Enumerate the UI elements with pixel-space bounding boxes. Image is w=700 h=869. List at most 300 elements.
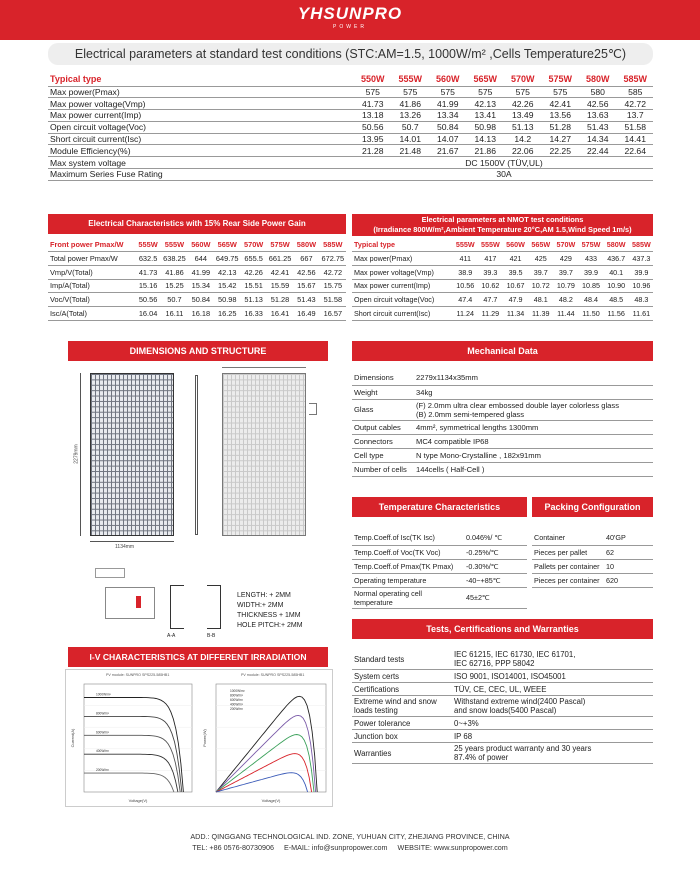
- certs-label: Warranties: [352, 743, 452, 764]
- x-axis-label: Voltage(V): [261, 798, 281, 803]
- series-label: 200W/m²: [230, 707, 243, 711]
- temperature-value-line: -0.30%/℃: [466, 561, 499, 571]
- temperature-label: Normal operating cell temperature: [352, 587, 464, 608]
- temperature-row: [352, 573, 527, 587]
- rear-cell: 655.5: [240, 252, 265, 266]
- section-label-b: B-B: [207, 633, 216, 639]
- nmot-cell: 48.4: [577, 293, 602, 307]
- stc-cell: 14.2: [503, 133, 541, 145]
- dimensions-drawing: [65, 363, 333, 648]
- footer-tel: TEL: +86 0576-80730906: [192, 843, 274, 852]
- rear-row: [48, 279, 346, 293]
- length-dim-label: 2279mm: [73, 444, 80, 464]
- rear-cell: 15.51: [240, 279, 265, 293]
- stc-cell: 585: [616, 86, 654, 98]
- nmot-row: [352, 293, 653, 307]
- nmot-cell: 48.2: [552, 293, 577, 307]
- nmot-cell: 10.72: [527, 279, 552, 293]
- nmot-row-label: Short circuit current(Isc): [352, 306, 452, 320]
- stc-cell: 13.7: [616, 110, 654, 122]
- temperature-table: [352, 531, 527, 609]
- nmot-header-cell: 555W: [452, 238, 477, 252]
- certs-value-line: TÜV, CE, CEC, UL, WEEE: [454, 684, 547, 694]
- stc-cell: 575: [428, 86, 466, 98]
- series-label: 800W/m²: [96, 711, 109, 716]
- rear-cell: 51.58: [318, 293, 346, 307]
- stc-cell: 50.98: [466, 121, 504, 133]
- nmot-row: [352, 279, 653, 293]
- series-label: 600W/m²: [96, 730, 109, 735]
- packing-value-line: 62: [606, 547, 614, 557]
- rear-cell: 16.11: [159, 306, 187, 320]
- rear-cell: 649.75: [212, 252, 240, 266]
- nmot-cell: 47.7: [477, 293, 502, 307]
- temperature-value: [464, 531, 527, 545]
- stc-header-cell: 570W: [503, 72, 541, 86]
- iv-title: I-V CHARACTERISTICS AT DIFFERENT IRRADIATION: [68, 647, 328, 667]
- certs-row: [352, 696, 653, 717]
- nmot-header-cell: 555W: [477, 238, 502, 252]
- mechanical-row: [352, 371, 653, 385]
- y-axis-label: Current(A): [70, 728, 75, 748]
- rear-cell: 42.56: [293, 265, 318, 279]
- nmot-row: [352, 265, 653, 279]
- certs-label: Power tolerance: [352, 717, 452, 730]
- stc-row: [48, 110, 653, 122]
- certs-value-line2: IEC 62716, PPP 58042: [454, 659, 535, 668]
- stc-row-label: Max power(Pmax): [48, 86, 353, 98]
- nmot-cell: 436.7: [603, 252, 628, 266]
- packing-row: [532, 531, 653, 545]
- packing-value: [604, 573, 653, 587]
- certs-row: [352, 743, 653, 764]
- mechanical-value-line: N type Mono-Crystalline , 182x91mm: [416, 450, 541, 460]
- rear-cell: 661.25: [265, 252, 293, 266]
- stc-cell: 13.26: [391, 110, 429, 122]
- packing-label: Container: [532, 531, 604, 545]
- rear-cell: 42.41: [265, 265, 293, 279]
- rear-row-label: Voc/V(Total): [48, 293, 135, 307]
- packing-row: [532, 545, 653, 559]
- certs-row: [352, 649, 653, 670]
- temperature-title: Temperature Characteristics: [352, 497, 527, 517]
- mechanical-value: [414, 448, 653, 462]
- dimensions-title: DIMENSIONS AND STRUCTURE: [68, 341, 328, 361]
- footer-contact: [0, 843, 700, 852]
- page-title: Electrical parameters at standard test conditions (STC:AM=1.5, 1000W/m² ,Cells Temperature25℃): [48, 43, 653, 65]
- nmot-cell: 10.56: [452, 279, 477, 293]
- rear-header-cell: Front power Pmax/W: [48, 238, 135, 252]
- stc-cell: 14.34: [578, 133, 616, 145]
- nmot-cell: 39.7: [552, 265, 577, 279]
- stc-cell: 13.49: [503, 110, 541, 122]
- certs-value-line: ISO 9001, ISO14001, ISO45001: [454, 671, 566, 681]
- temperature-label: Temp.Coeff.of Voc(TK Voc): [352, 545, 464, 559]
- mechanical-row: [352, 434, 653, 448]
- length-dim-line: [80, 373, 81, 536]
- nmot-cell: 11.56: [603, 306, 628, 320]
- stc-cell: 580: [578, 86, 616, 98]
- mechanical-label: Connectors: [352, 434, 414, 448]
- mechanical-value-line: 4mm², symmetrical lengths 1300mm: [416, 422, 539, 432]
- stc-cell: 14.27: [541, 133, 579, 145]
- mechanical-label: Dimensions: [352, 371, 414, 385]
- temperature-value-line: 45±2℃: [466, 593, 491, 602]
- rear-header-cell: 555W: [159, 238, 187, 252]
- stc-cell: 575: [466, 86, 504, 98]
- stc-cell: 41.86: [391, 98, 429, 110]
- stc-cell: 51.58: [616, 121, 654, 133]
- rear-cell: 41.86: [159, 265, 187, 279]
- nmot-header-cell: Typical type: [352, 238, 452, 252]
- rear-cell: 15.75: [318, 279, 346, 293]
- temperature-row: [352, 559, 527, 573]
- nmot-cell: 425: [527, 252, 552, 266]
- stc-table: [48, 72, 653, 181]
- nmot-cell: 11.34: [502, 306, 527, 320]
- rear-cell: 667: [293, 252, 318, 266]
- temperature-value: [464, 545, 527, 559]
- mechanical-row: [352, 420, 653, 434]
- packing-label: Pieces per container: [532, 573, 604, 587]
- brand-sub: POWER: [333, 24, 367, 30]
- series-label: 1000W/m²: [230, 689, 245, 693]
- mechanical-value: [414, 420, 653, 434]
- series-label: 400W/m²: [96, 749, 109, 754]
- mechanical-value-line: 2279x1134x35mm: [416, 373, 478, 383]
- mechanical-label: Weight: [352, 385, 414, 399]
- nmot-cell: 39.9: [577, 265, 602, 279]
- rear-row-label: Isc/A(Total): [48, 306, 135, 320]
- temperature-row: [352, 587, 527, 608]
- certs-value-line: IP 68: [454, 731, 473, 741]
- rear-header-cell: 585W: [318, 238, 346, 252]
- rear-cell: 16.04: [135, 306, 160, 320]
- rear-header-cell: 560W: [188, 238, 213, 252]
- nmot-cell: 48.1: [527, 293, 552, 307]
- packing-value-line: 10: [606, 561, 614, 571]
- nmot-cell: 10.90: [603, 279, 628, 293]
- profile-a-shape: [170, 585, 184, 629]
- rear-cell: 638.25: [159, 252, 187, 266]
- stc-row-label: Open circuit voltage(Voc): [48, 121, 353, 133]
- stc-cell: 21.48: [391, 145, 429, 157]
- nmot-cell: 433: [577, 252, 602, 266]
- certs-value: [452, 743, 653, 764]
- rear-row: [48, 265, 346, 279]
- nmot-cell: 47.4: [452, 293, 477, 307]
- mechanical-value: [414, 385, 653, 399]
- stc-cell: 21.28: [353, 145, 391, 157]
- nmot-cell: 11.24: [452, 306, 477, 320]
- mechanical-value-line: MC4 compatible IP68: [416, 436, 489, 446]
- stc-cell: 42.72: [616, 98, 654, 110]
- packing-label: Pieces per pallet: [532, 545, 604, 559]
- rear-cell: 51.43: [293, 293, 318, 307]
- nmot-header-cell: 585W: [628, 238, 653, 252]
- x-axis-label: Voltage(V): [128, 798, 148, 803]
- stc-row: [48, 98, 653, 110]
- rear-cell: 50.7: [159, 293, 187, 307]
- stc-header-row: [48, 72, 653, 86]
- rear-cell: 632.5: [135, 252, 160, 266]
- nmot-row-label: Max power current(Imp): [352, 279, 452, 293]
- rear-cell: 41.99: [188, 265, 213, 279]
- rear-cell: 16.18: [188, 306, 213, 320]
- series-label: 200W/m²: [96, 768, 109, 773]
- nmot-header-cell: 575W: [577, 238, 602, 252]
- panel-back-view: [222, 373, 306, 536]
- mechanical-row: [352, 399, 653, 420]
- rear-cell: 16.25: [212, 306, 240, 320]
- stc-cell: 14.07: [428, 133, 466, 145]
- rear-gain-title: Electrical Characteristics with 15% Rear Side Power Gain: [48, 214, 346, 234]
- certs-title: Tests, Certifications and Warranties: [352, 619, 653, 639]
- packing-table: [532, 531, 653, 588]
- stc-cell: 13.95: [353, 133, 391, 145]
- temperature-row: [352, 545, 527, 559]
- mechanical-label: Cell type: [352, 448, 414, 462]
- certs-value-line2: and snow loads(5400 Pascal): [454, 706, 557, 715]
- nmot-cell: 39.9: [628, 265, 653, 279]
- nmot-cell: 11.29: [477, 306, 502, 320]
- rear-header-cell: 555W: [135, 238, 160, 252]
- stc-row-label: Module Efficiency(%): [48, 145, 353, 157]
- rear-gain-table: [48, 238, 346, 321]
- rear-row: [48, 252, 346, 266]
- stc-row-label: Max power current(Imp): [48, 110, 353, 122]
- stc-row: [48, 133, 653, 145]
- certs-table: [352, 649, 653, 764]
- nmot-row: [352, 306, 653, 320]
- nmot-cell: 11.44: [552, 306, 577, 320]
- packing-value: [604, 531, 653, 545]
- label-plate: [95, 568, 125, 578]
- nmot-cell: 38.9: [452, 265, 477, 279]
- nmot-cell: 10.85: [577, 279, 602, 293]
- rear-cell: 42.72: [318, 265, 346, 279]
- certs-row: [352, 730, 653, 743]
- packing-value: [604, 545, 653, 559]
- rear-cell: 50.98: [212, 293, 240, 307]
- stc-header-cell: 555W: [391, 72, 429, 86]
- stc-header-cell: 565W: [466, 72, 504, 86]
- iv-chart2-title: PV module: SUNPRO SPS225-585HB1: [241, 673, 305, 677]
- stc-cell: 21.67: [428, 145, 466, 157]
- series-label: 400W/m²: [230, 702, 243, 707]
- certs-row: [352, 670, 653, 683]
- packing-value: [604, 559, 653, 573]
- stc-span-label: Max system voltage: [48, 157, 353, 169]
- certs-label: Junction box: [352, 730, 452, 743]
- temperature-value-line: 0.046%/ ℃: [466, 533, 503, 543]
- packing-row: [532, 559, 653, 573]
- note-thickness: THICKNESS + 1MM: [237, 612, 301, 619]
- stc-cell: 13.41: [466, 110, 504, 122]
- nmot-cell: 10.96: [628, 279, 653, 293]
- rear-cell: 42.26: [240, 265, 265, 279]
- nmot-title-line2: (Irradiance 800W/m²,Ambient Temperature 20°C,AM 1.5,Wind Speed 1m/s): [373, 225, 632, 234]
- stc-header-cell: 585W: [616, 72, 654, 86]
- rear-header-cell: 580W: [293, 238, 318, 252]
- nmot-header-cell: 565W: [527, 238, 552, 252]
- nmot-cell: 421: [502, 252, 527, 266]
- nmot-cell: 10.79: [552, 279, 577, 293]
- rear-cell: 50.56: [135, 293, 160, 307]
- series-label: 1000W/m²: [96, 692, 111, 697]
- footer-address: ADD.: QINGGANG TECHNOLOGICAL IND. ZONE, YUHUAN CITY, ZHEJIANG PROVINCE, CHINA: [190, 832, 510, 841]
- temperature-value: [464, 573, 527, 587]
- footer-email: E-MAIL: info@sunpropower.com: [283, 843, 388, 852]
- mechanical-value-line: (F) 2.0mm ultra clear embossed double layer colorless glass: [416, 400, 620, 410]
- temperature-row: [352, 531, 527, 545]
- rear-header-cell: 565W: [212, 238, 240, 252]
- nmot-header-cell: 560W: [502, 238, 527, 252]
- mechanical-value: [414, 371, 653, 385]
- certs-row: [352, 717, 653, 730]
- mechanical-label: Output cables: [352, 420, 414, 434]
- rear-cell: 16.41: [265, 306, 293, 320]
- nmot-cell: 417: [477, 252, 502, 266]
- nmot-cell: 429: [552, 252, 577, 266]
- mechanical-value: [414, 434, 653, 448]
- nmot-cell: 10.62: [477, 279, 502, 293]
- nmot-header-row: [352, 238, 653, 252]
- stc-span-row: [48, 157, 653, 169]
- rear-cell: 51.28: [265, 293, 293, 307]
- nmot-table: [352, 238, 653, 321]
- stc-cell: 22.06: [503, 145, 541, 157]
- tolerance-notes: [237, 591, 303, 631]
- stc-cell: 14.13: [466, 133, 504, 145]
- nmot-row-label: Open circuit voltage(Voc): [352, 293, 452, 307]
- stc-cell: 51.28: [541, 121, 579, 133]
- nmot-cell: 11.50: [577, 306, 602, 320]
- temperature-value: [464, 559, 527, 573]
- series-label: 600W/m²: [230, 698, 243, 702]
- nmot-cell: 48.3: [628, 293, 653, 307]
- back-width-line: [222, 367, 306, 368]
- packing-label: Pallets per container: [532, 559, 604, 573]
- temperature-value-line: -0.25%/℃: [466, 547, 499, 557]
- stc-cell: 575: [353, 86, 391, 98]
- stc-cell: 42.56: [578, 98, 616, 110]
- nmot-title: [352, 214, 653, 236]
- stc-span-value: DC 1500V (TÜV,UL): [353, 157, 653, 169]
- rear-cell: 15.34: [188, 279, 213, 293]
- rear-cell: 15.59: [265, 279, 293, 293]
- stc-cell: 42.13: [466, 98, 504, 110]
- plot-area: [84, 684, 192, 792]
- stc-cell: 51.43: [578, 121, 616, 133]
- nmot-cell: 437.3: [628, 252, 653, 266]
- rear-cell: 42.13: [212, 265, 240, 279]
- nmot-cell: 47.9: [502, 293, 527, 307]
- rear-cell: 15.25: [159, 279, 187, 293]
- packing-row: [532, 573, 653, 587]
- mechanical-title: Mechanical Data: [352, 341, 653, 361]
- stc-cell: 22.44: [578, 145, 616, 157]
- rear-cell: 644: [188, 252, 213, 266]
- rear-cell: 16.57: [318, 306, 346, 320]
- stc-span-label: Maximum Series Fuse Rating: [48, 169, 353, 181]
- iv-charts-area: [65, 669, 333, 807]
- panel-front-view: [90, 373, 174, 536]
- rear-cell: 16.49: [293, 306, 318, 320]
- nmot-cell: 39.7: [527, 265, 552, 279]
- rear-cell: 672.75: [318, 252, 346, 266]
- stc-cell: 14.41: [616, 133, 654, 145]
- nmot-cell: 11.39: [527, 306, 552, 320]
- mechanical-value-line: 34kg: [416, 387, 433, 397]
- packing-value-line: 40'GP: [606, 533, 626, 543]
- profile-b-shape: [207, 585, 221, 629]
- nmot-title-line1: Electrical parameters at NMOT test conditions: [421, 215, 584, 224]
- cable-icon: [309, 403, 317, 415]
- rear-row-label: Vmp/V(Total): [48, 265, 135, 279]
- note-length: LENGTH: + 2MM: [237, 592, 291, 599]
- iv-chart: [70, 678, 196, 804]
- width-dim-line: [90, 541, 174, 542]
- certs-value: [452, 649, 653, 670]
- nmot-header-cell: 580W: [603, 238, 628, 252]
- mechanical-value-line: 144cells ( Half-Cell ): [416, 464, 485, 474]
- certs-value-line: 0~+3%: [454, 718, 479, 728]
- certs-value: [452, 717, 653, 730]
- note-width: WIDTH:+ 2MM: [237, 602, 284, 609]
- stc-cell: 50.84: [428, 121, 466, 133]
- nmot-cell: 39.3: [477, 265, 502, 279]
- nmot-row-label: Max power(Pmax): [352, 252, 452, 266]
- certs-label: Standard tests: [352, 649, 452, 670]
- packing-value-line: 620: [606, 575, 618, 585]
- rear-cell: 50.84: [188, 293, 213, 307]
- y-axis-label: Power(W): [202, 729, 207, 747]
- rear-row: [48, 306, 346, 320]
- temperature-value: [464, 587, 527, 608]
- iv-chart1-title: PV module: SUNPRO SPS225-585HB1: [106, 673, 170, 677]
- series-label: 800W/m²: [230, 693, 243, 698]
- temperature-label: Temp.Coeff.of Isc(TK Isc): [352, 531, 464, 545]
- certs-label: Extreme wind and snow loads testing: [352, 696, 452, 717]
- rear-cell: 15.16: [135, 279, 160, 293]
- mount-hole-icon: [136, 596, 141, 608]
- stc-header-cell: 560W: [428, 72, 466, 86]
- nmot-header-cell: 570W: [552, 238, 577, 252]
- nmot-row: [352, 252, 653, 266]
- stc-cell: 50.56: [353, 121, 391, 133]
- stc-cell: 575: [503, 86, 541, 98]
- mechanical-value: [414, 399, 653, 420]
- stc-span-value: 30A: [353, 169, 653, 181]
- stc-row: [48, 86, 653, 98]
- note-hole-pitch: HOLE PITCH:+ 2MM: [237, 622, 303, 629]
- stc-cell: 13.18: [353, 110, 391, 122]
- temperature-label: Operating temperature: [352, 573, 464, 587]
- stc-header-cell: Typical type: [48, 72, 353, 86]
- mechanical-value-line2: (B) 2.0mm semi-tempered glass: [416, 409, 525, 419]
- nmot-cell: 11.61: [628, 306, 653, 320]
- stc-cell: 575: [541, 86, 579, 98]
- nmot-cell: 10.67: [502, 279, 527, 293]
- certs-value: [452, 696, 653, 717]
- certs-value-line2: 87.4% of power: [454, 753, 509, 762]
- stc-row-label: Max power voltage(Vmp): [48, 98, 353, 110]
- stc-cell: 22.25: [541, 145, 579, 157]
- certs-row: [352, 683, 653, 696]
- section-label-a: A-A: [167, 633, 176, 639]
- stc-header-cell: 580W: [578, 72, 616, 86]
